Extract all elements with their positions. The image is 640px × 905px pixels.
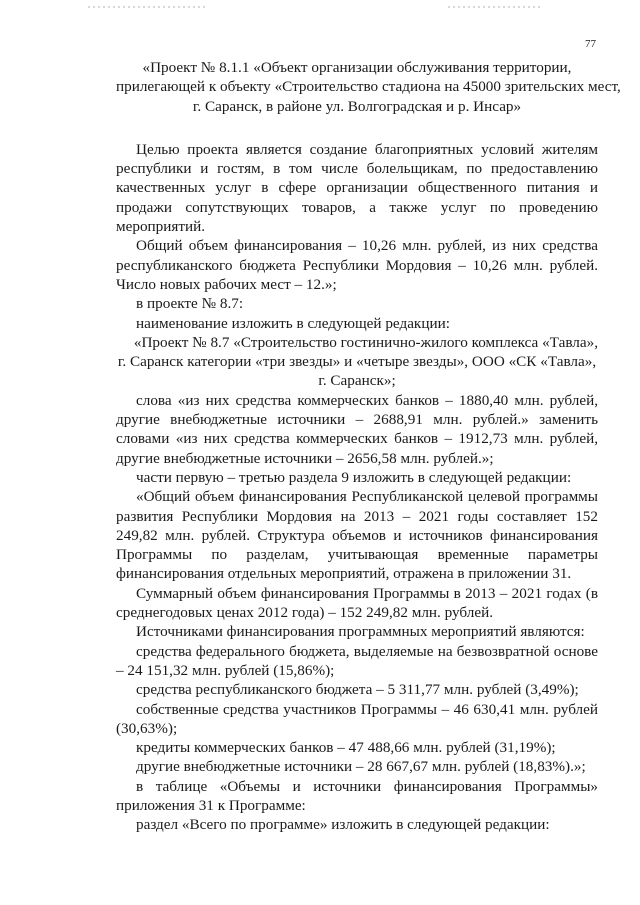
project-87-line-2: г. Саранск категории «три звезды» и «четыре звезды», ООО «СК «Тавла», xyxy=(117,353,597,371)
paragraph-source-federal: средства федерального бюджета, выделяемые на безвозвратной основе – 24 151,32 млн. рублей (15,86%); xyxy=(116,642,598,679)
paragraph-section-9: части первую – третью раздела 9 изложить в следующей редакции: xyxy=(136,468,572,486)
document-body xyxy=(116,58,621,835)
project-87-line-3: г. Саранск»; xyxy=(318,372,396,390)
scan-artifact-right xyxy=(448,6,540,8)
scan-artifact-left xyxy=(88,6,208,8)
title-line-1: «Проект № 8.1.1 «Объект организации обслуживания территории, xyxy=(142,59,572,76)
paragraph-source-republic: средства республиканского бюджета – 5 311,77 млн. рублей (3,49%); xyxy=(136,681,579,699)
paragraph-total-financing: «Общий объем финансирования Республиканской целевой программы развития Республики Мордовия на 2013 – 2021 годы составляет 152 249,82 млн. рублей. Структура объемов и источников финансирования Программы по разделам, учитывающая временные параметры финансирования отдельных мероприятий, отражена в приложении 31. xyxy=(116,488,598,583)
title-line-2: прилегающей к объекту «Строительство стадиона на 45000 зрительских мест, xyxy=(116,78,621,96)
project-87-line-1: «Проект № 8.7 «Строительство гостинично-жилого комплекса «Тавла», xyxy=(133,333,598,351)
paragraph-source-participants: собственные средства участников Программы – 46 630,41 млн. рублей (30,63%); xyxy=(116,700,598,737)
paragraph-total-section: раздел «Всего по программе» изложить в следующей редакции: xyxy=(136,816,550,834)
page-number: 77 xyxy=(585,38,596,50)
project-title xyxy=(116,58,621,116)
paragraph-table-31: в таблице «Объемы и источники финансирования Программы» приложения 31 к Программе: xyxy=(116,777,598,814)
project-87-name xyxy=(116,333,598,391)
paragraph-goal: Целью проекта является создание благоприятных условий жителям республики и гостям, в том числе болельщикам, по предоставлению качественных услуг в сфере организации общественного питания и продажи сопутствующих товаров, а также услуг по проведению мероприятий. xyxy=(116,140,598,236)
title-line-3: г. Саранск, в районе ул. Волгоградская и р. Инсар» xyxy=(192,97,522,115)
paragraph-sources-intro: Источниками финансирования программных мероприятий являются: xyxy=(136,623,585,641)
paragraph-summary-financing: Суммарный объем финансирования Программы в 2013 – 2021 годах (в среднегодовых ценах 2012 года) – 152 249,82 млн. рублей. xyxy=(116,584,598,622)
paragraph-words-replace: слова «из них средства коммерческих банков – 1880,40 млн. рублей, другие внебюджетные источники – 2688,91 млн. рублей.» заменить словами «из них средства коммерческих банков – 1912,73 млн. рублей, другие внебюджетные источники – 2656,58 млн. рублей.»; xyxy=(116,391,598,467)
paragraph-project-87-intro: в проекте № 8.7: xyxy=(136,295,244,313)
paragraph-name-edit: наименование изложить в следующей редакции: xyxy=(136,314,450,332)
paragraph-source-other: другие внебюджетные источники – 28 667,67 млн. рублей (18,83%).»; xyxy=(136,758,586,776)
paragraph-financing: Общий объем финансирования – 10,26 млн. рублей, из них средства республиканского бюджета Республики Мордовия – 10,26 млн. рублей. Число новых рабочих мест – 12.»; xyxy=(116,237,598,293)
paragraph-source-banks: кредиты коммерческих банков – 47 488,66 млн. рублей (31,19%); xyxy=(136,739,556,757)
